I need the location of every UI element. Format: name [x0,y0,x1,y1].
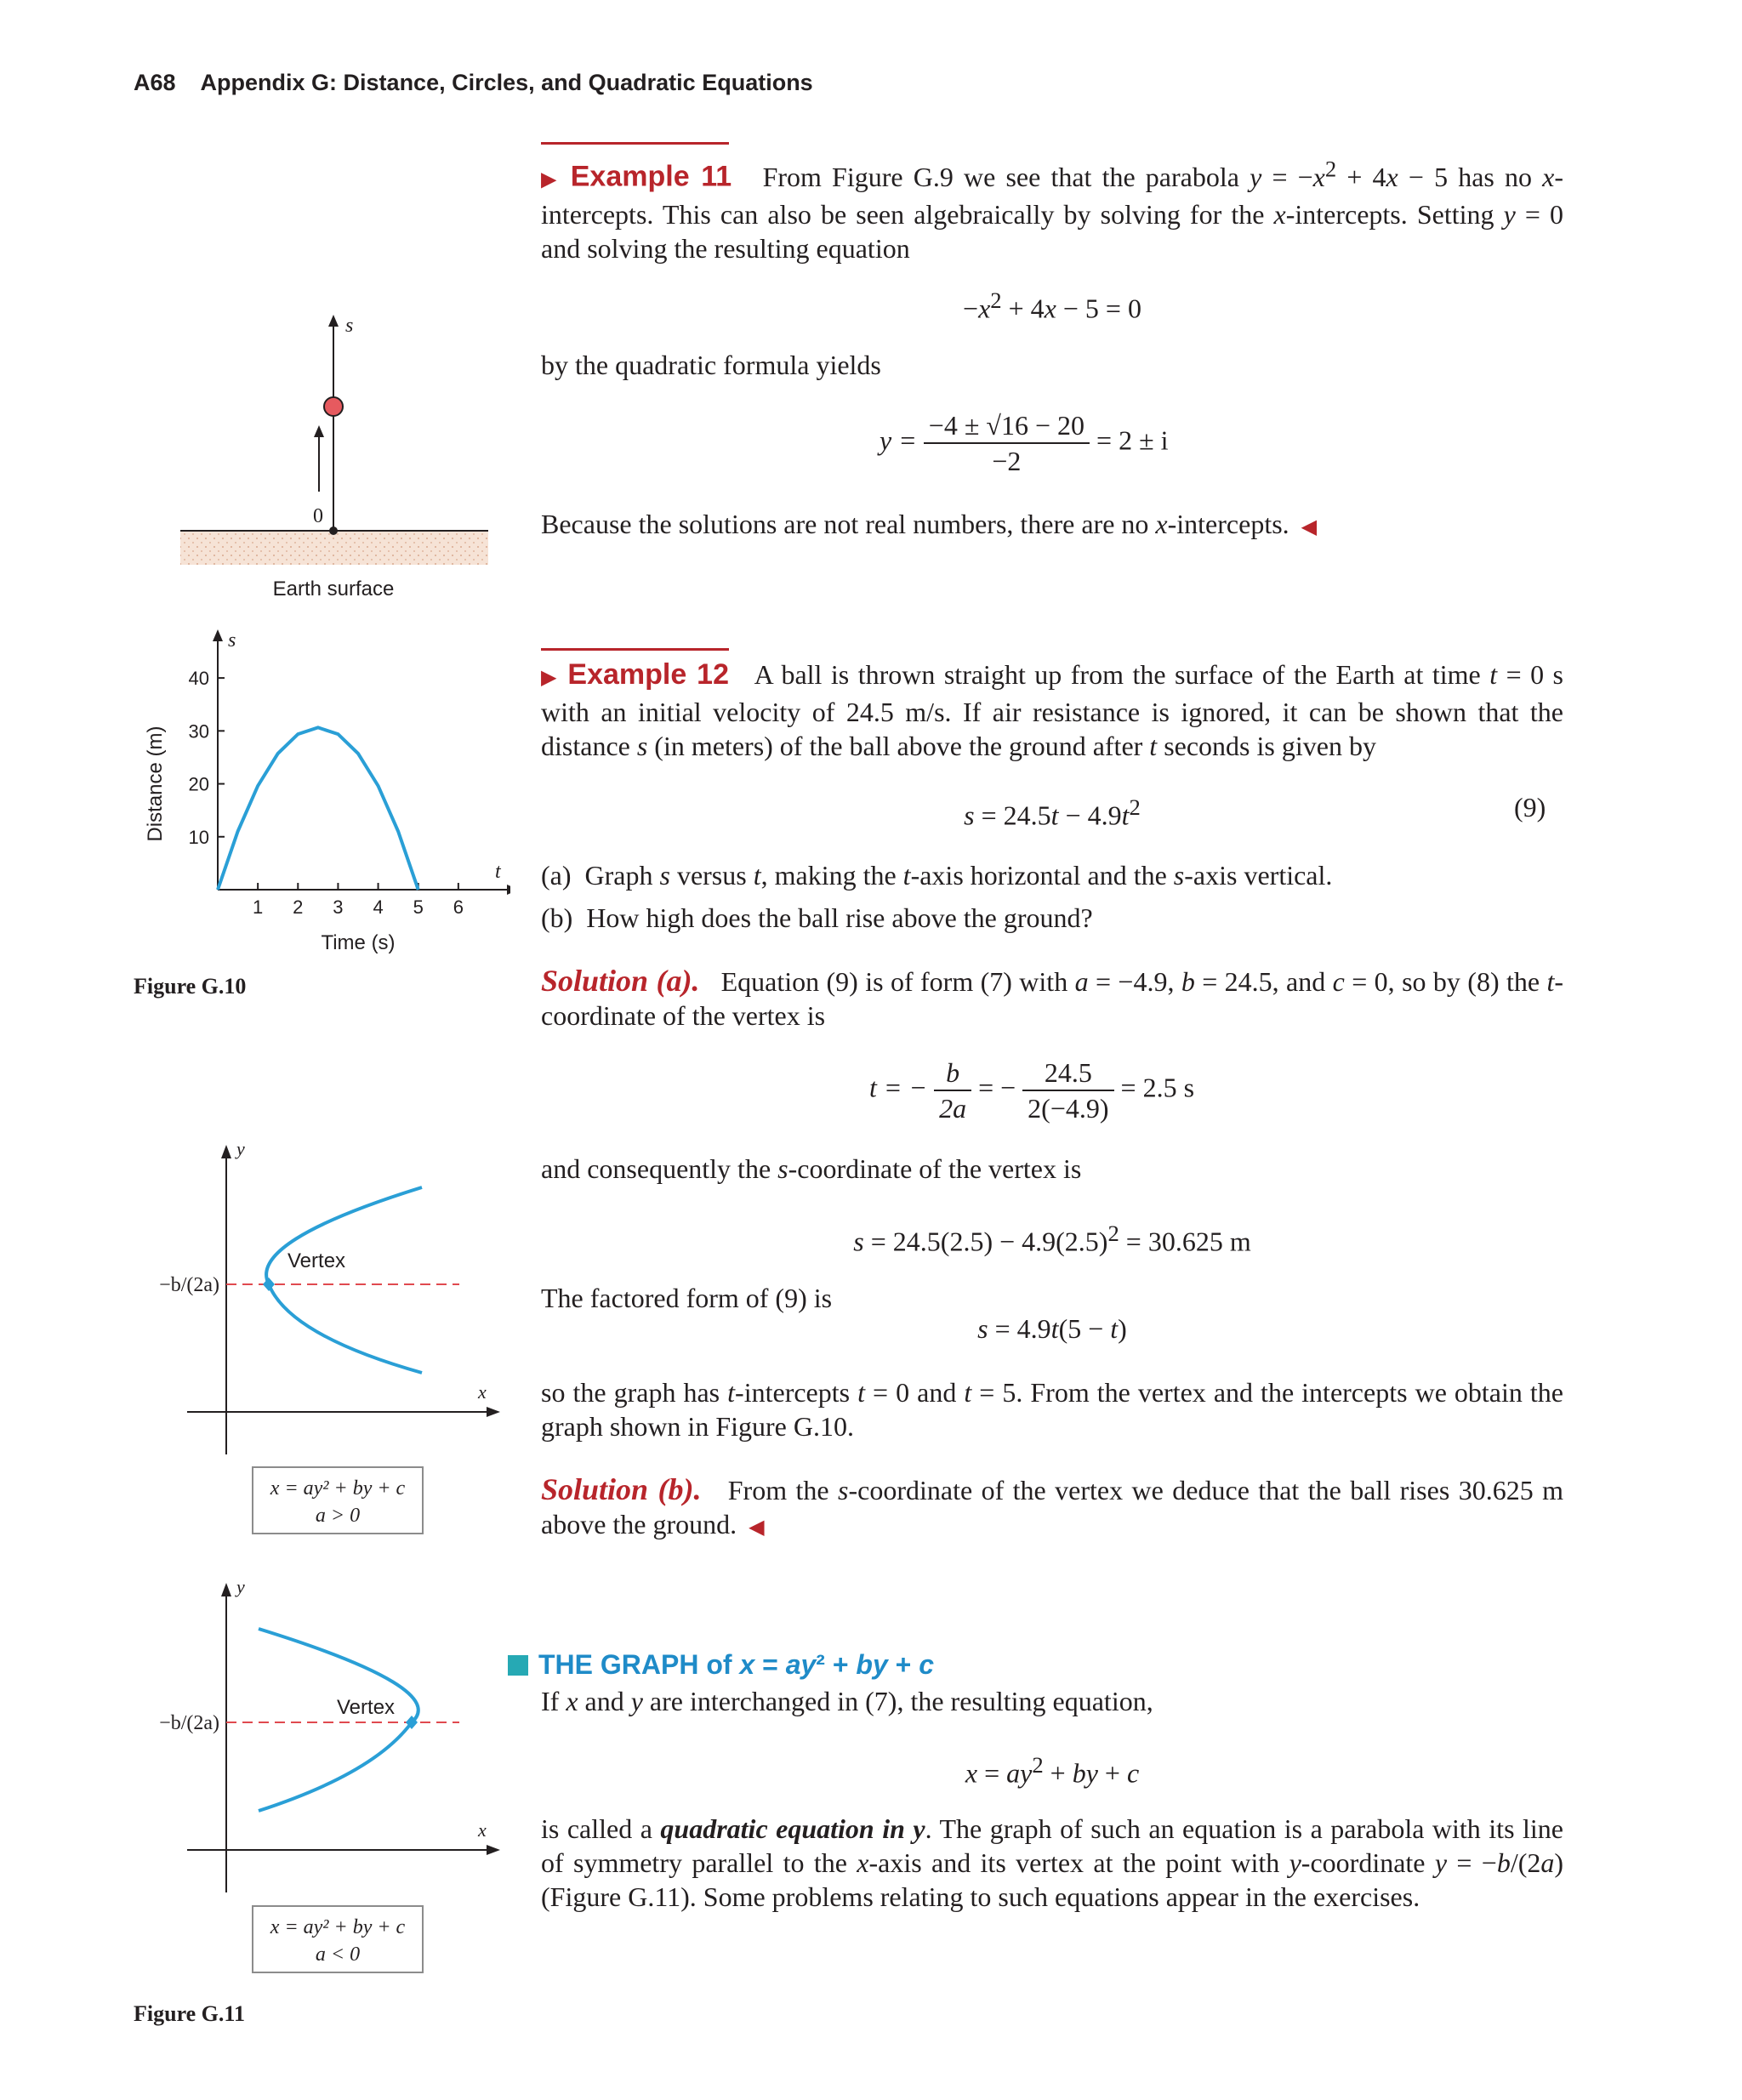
section-heading [508,1649,934,1681]
x-axis-arrow-icon [487,1845,500,1855]
x-axis-arrow-icon [487,1407,500,1417]
y-tick-label: 10 [188,826,209,848]
example-11-conclusion [541,507,1563,544]
s-axis-symbol: s [228,629,236,652]
x-axis-label: Time (s) [321,931,396,954]
figure-g10-caption: Figure G.10 [134,974,247,999]
solution-b-label: Solution (b). [541,1472,702,1506]
parabola-a-positive [136,1131,510,1471]
section-intro: If x and y are interchanged in (7), the resulting equation, [541,1686,1153,1716]
figure-g11-caption: Figure G.11 [134,2001,245,2026]
vt-f1-den: 2a [939,1093,967,1124]
x-axis-label: x [478,1381,487,1403]
chart-ticks [189,668,464,918]
zero-label: 0 [313,505,323,527]
part-a: (a) Graph s versus t, making the t-axis horizontal and the s-axis vertical. [541,860,1333,891]
earth-surface-label: Earth surface [272,578,395,600]
x-tick-label: 1 [253,896,264,918]
vertex-s-equation: $s = 24.5(2.5) - 4.9(2.5)^2 = 30.625$ m [853,1221,1251,1257]
distance-time-chart [136,621,510,961]
y-axis-label: Distance (m) [144,726,167,842]
example-11-text: From Figure G.9 we see that the parabola $y = -x^2 + 4x - 5$ has no x-intercepts. This can also be seen algebraically by solving for the x-intercepts. Setting y = 0 and solving the resulting equation [541,156,1564,264]
velocity-arrow-icon [314,425,324,437]
formula-denominator: −2 [992,446,1022,476]
page-number: A68 [134,70,176,95]
x-tick-label: 5 [413,896,424,918]
vt-fraction-2 [1022,1056,1113,1125]
solution-a-paragraph [541,964,1563,1033]
x-axis-label: x [478,1819,487,1841]
equation-number: (9) [1514,792,1546,822]
vertex-marker-icon [263,1278,275,1291]
section-heading-text: THE GRAPH of x = ay² + by + c [538,1649,935,1680]
y-axis-label: y [236,1138,245,1159]
end-example-icon: ◀ [1295,516,1318,538]
example-11-rule [541,142,729,145]
example-11-paragraph [541,151,1563,265]
vertex-t-equation [869,1056,1194,1125]
formula-numerator: −4 ± √16 − 20 [924,408,1090,444]
factored-equation: s = 4.9t(5 − t) [977,1313,1127,1344]
y-axis-arrow-icon [221,1583,231,1596]
equation-box-bottom [252,1905,424,1973]
t-axis-symbol: t [495,861,501,883]
example-11-equation: $-x^2 + 4x - 5 = 0$ [963,287,1141,324]
vt-lhs: t = − [869,1072,928,1103]
x-tick-label: 6 [453,896,464,918]
vertex-label: Vertex [337,1696,396,1719]
header-title: Appendix G: Distance, Circles, and Quadratic Equations [200,70,813,95]
x-tick-label: 4 [373,896,384,918]
example-12-paragraph [541,657,1563,763]
solution-b-text: From the s-coordinate of the vertex we deduce that the ball rises 30.625 m above the ground. [541,1475,1564,1539]
example-11-label: Example 11 [570,160,732,193]
equation-line-1: x = ay² + by + c [270,1916,406,1938]
trajectory-curve [218,727,418,890]
vertex-label: Vertex [287,1249,346,1272]
vt-rhs: = 2.5 s [1120,1072,1195,1103]
running-header [134,70,813,96]
x-tick-label: 3 [333,896,344,918]
solution-a-text: Equation (9) is of form (7) with a = −4.9, b = 24.5, and c = 0, so by (8) the t-coordinate of the vertex is [541,966,1564,1031]
example-12-equation: $s = 24.5t - 4.9t^2$ [964,794,1141,831]
y-axis-label: y [236,1576,245,1597]
example-11-quadratic-formula [880,408,1169,478]
vt-f1-num: b [934,1056,971,1091]
y-tick-label: 30 [188,720,209,743]
equation-line-2: a < 0 [315,1943,361,1966]
ball-icon [324,397,343,416]
formula-lhs: y = [880,424,917,456]
y-axis-arrow-icon [221,1145,231,1158]
vt-f2-num: 24.5 [1022,1056,1113,1091]
example-12-label: Example 12 [567,658,729,691]
origin-dot [329,526,338,535]
end-example-icon: ◀ [743,1517,765,1539]
parabola-curve [266,1187,422,1373]
y-axis-arrow-icon [213,629,223,641]
earth-ground [180,531,488,565]
level-label: −b/(2a) [159,1712,219,1734]
vt-f2-den: 2(−4.9) [1028,1093,1109,1124]
formula-fraction [924,408,1090,478]
section-square-icon [508,1655,528,1676]
example-marker-icon: ▶ [541,667,559,689]
consequently-text: and consequently the s-coordinate of the vertex is [541,1153,1082,1184]
part-b: (b) How high does the ball rise above the ground? [541,902,1093,933]
section-body: is called a quadratic equation in y. The graph of such an equation is a parabola with its line of symmetry parallel to the x-axis and its vertex at the point with y-coordinate y = −b/(2a) (Figure G.11). Some problems relating to such equations appear in the exercises. [541,1813,1564,1912]
section-equation: $x = ay^2$ + by + c [965,1752,1140,1789]
solution-b-paragraph [541,1472,1563,1545]
parabola-a-negative [136,1569,510,1909]
vt-fraction-1 [934,1056,971,1125]
y-tick-label: 20 [188,773,209,795]
s-axis-arrow-icon [328,315,339,327]
equation-line-2: a > 0 [315,1505,361,1527]
example-12-text: A ball is thrown straight up from the surface of the Earth at time t = 0 s with an initial velocity of 24.5 m/s. If air resistance is ignored, it can be shown that the distance s (in meters) of the ball above the ground after t seconds is given by [541,659,1563,761]
formula-rhs: = 2 ± i [1096,424,1169,456]
y-tick-label: 40 [188,668,209,690]
example-12-rule [541,648,729,651]
level-label: −b/(2a) [159,1274,219,1296]
example-marker-icon: ▶ [541,168,561,191]
factored-form-text: The factored form of (9) is [541,1283,833,1313]
equation-line-1: x = ay² + by + c [270,1477,406,1500]
s-axis-label: s [345,315,354,337]
parabola-curve [259,1629,418,1811]
vt-mid: = − [978,1072,1016,1103]
solution-a-label: Solution (a). [541,964,700,998]
example-11-formula-text: by the quadratic formula yields [541,350,881,380]
ball-diagram [170,306,510,612]
x-axis-arrow-icon [507,885,510,895]
conclusion-text: Because the solutions are not real numbers, there are no x-intercepts. [541,509,1289,539]
intercepts-paragraph: so the graph has t-intercepts t = 0 and t = 5. From the vertex and the intercepts we obtain the graph shown in Figure G.10. [541,1377,1564,1442]
equation-box-top [252,1466,424,1534]
x-tick-label: 2 [293,896,304,918]
